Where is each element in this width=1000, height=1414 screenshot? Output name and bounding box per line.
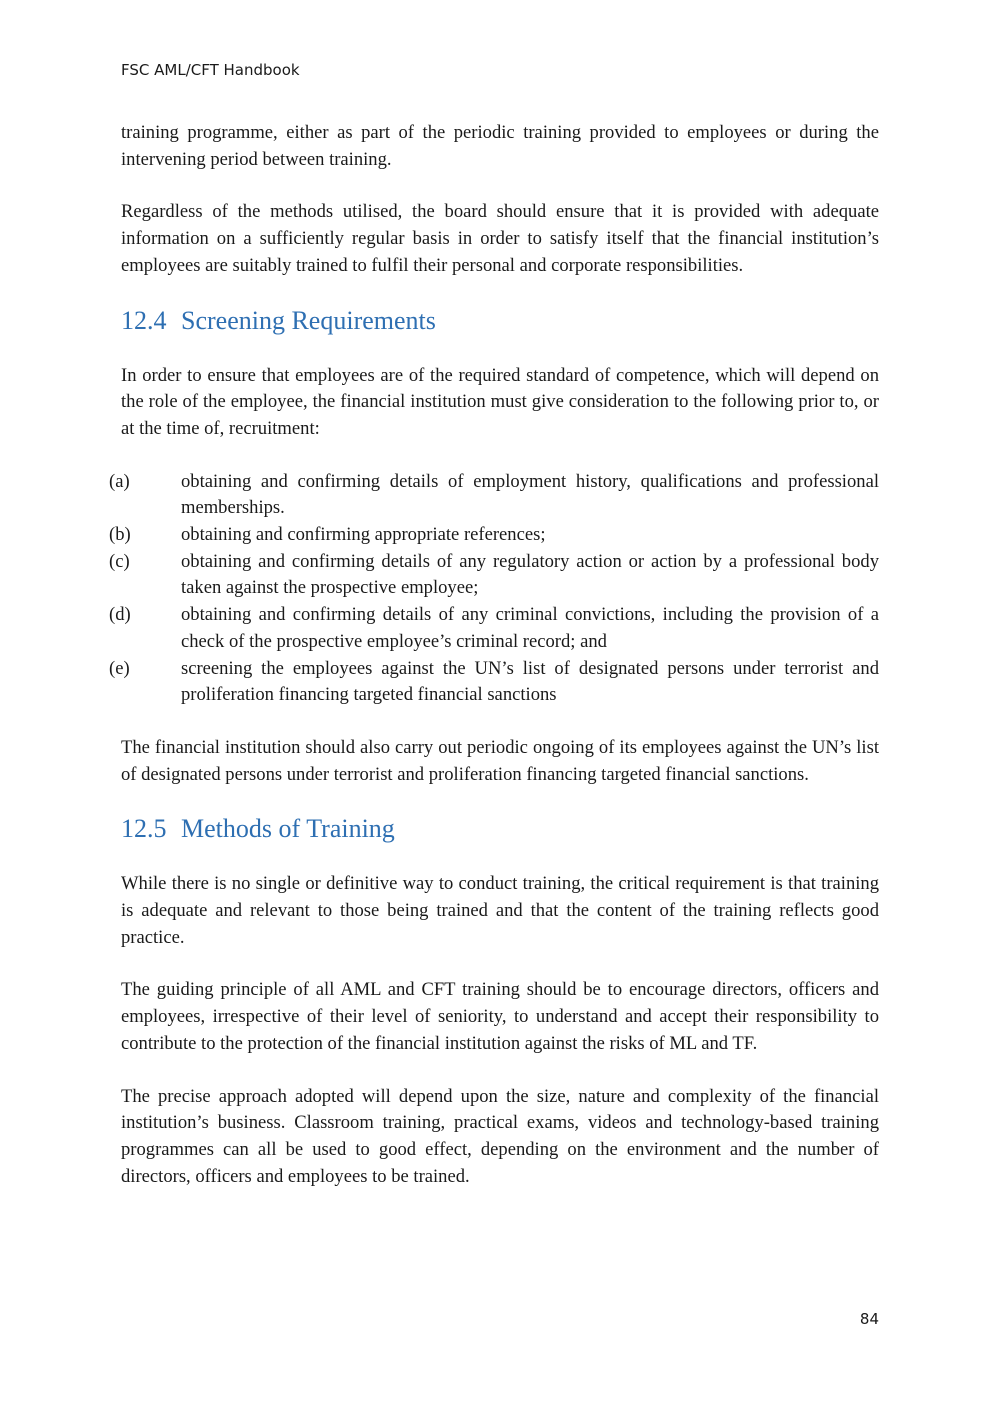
paragraph-training-3: The precise approach adopted will depend upon the size, nature and complexity of the financial institution’s business. Classroom training, practical exams, videos and technology-based training programmes can all be used to good effect, depending on the environment and the number of directors, officers and employees to be trained. bbox=[121, 1085, 879, 1187]
paragraph-screening-closing: The financial institution should also carry out periodic ongoing of its employees against the UN’s list of designated persons under terrorist and proliferation financing targeted financial sanctions. bbox=[121, 736, 879, 785]
list-marker: (e) bbox=[109, 657, 130, 679]
paragraph-training-2: The guiding principle of all AML and CFT training should be to encourage directors, officers and employees, irrespective of their level of seniority, to understand and accept their responsibility to contribute to the protection of the financial institution against the risks of ML and TF. bbox=[121, 979, 879, 1054]
list-item-text: screening the employees against the UN’s list of designated persons under terrorist and proliferation financing targeted financial sanctions bbox=[181, 657, 879, 706]
list-marker: (b) bbox=[109, 524, 131, 546]
list-item-text: obtaining and confirming appropriate references; bbox=[181, 524, 546, 546]
section-number: 12.5 bbox=[121, 814, 167, 844]
paragraph-intro-2: Regardless of the methods utilised, the board should ensure that it is provided with adequate information on a sufficiently regular basis in order to satisfy itself that the financial institution’s employees are suitably trained to fulfil their personal and corporate responsibilities. bbox=[121, 201, 879, 276]
list-item bbox=[109, 602, 879, 655]
screening-list bbox=[109, 469, 879, 709]
list-item bbox=[109, 549, 879, 602]
list-marker: (c) bbox=[109, 550, 130, 572]
running-header: FSC AML/CFT Handbook bbox=[121, 61, 300, 79]
list-marker: (a) bbox=[109, 470, 130, 492]
page-content bbox=[109, 120, 879, 1216]
list-item bbox=[109, 656, 879, 709]
paragraph-intro-1: training programme, either as part of the periodic training provided to employees or during the intervening period between training. bbox=[121, 122, 879, 170]
section-heading-12-4 bbox=[121, 306, 879, 336]
list-item-text: obtaining and confirming details of employment history, qualifications and professional memberships. bbox=[181, 470, 879, 519]
paragraph-training-1: While there is no single or definitive way to conduct training, the critical requirement is that training is adequate and relevant to those being trained and that the content of the training reflects good practice. bbox=[121, 873, 879, 948]
list-marker: (d) bbox=[109, 604, 131, 626]
list-item-text: obtaining and confirming details of any regulatory action or action by a professional body taken against the prospective employee; bbox=[181, 550, 879, 599]
section-number: 12.4 bbox=[121, 305, 167, 335]
list-item bbox=[109, 469, 879, 522]
section-title: Methods of Training bbox=[181, 814, 395, 844]
section-heading-12-5 bbox=[121, 814, 879, 844]
paragraph-screening-lead: In order to ensure that employees are of the required standard of competence, which will depend on the role of the employee, the financial institution must give consideration to the following prior to, or at the time of, recruitment: bbox=[121, 364, 879, 439]
list-item bbox=[109, 522, 879, 549]
section-title: Screening Requirements bbox=[181, 305, 436, 335]
page-number: 84 bbox=[859, 1310, 879, 1328]
list-item-text: obtaining and confirming details of any criminal convictions, including the provision of a check of the prospective employee’s criminal record; and bbox=[181, 604, 879, 652]
